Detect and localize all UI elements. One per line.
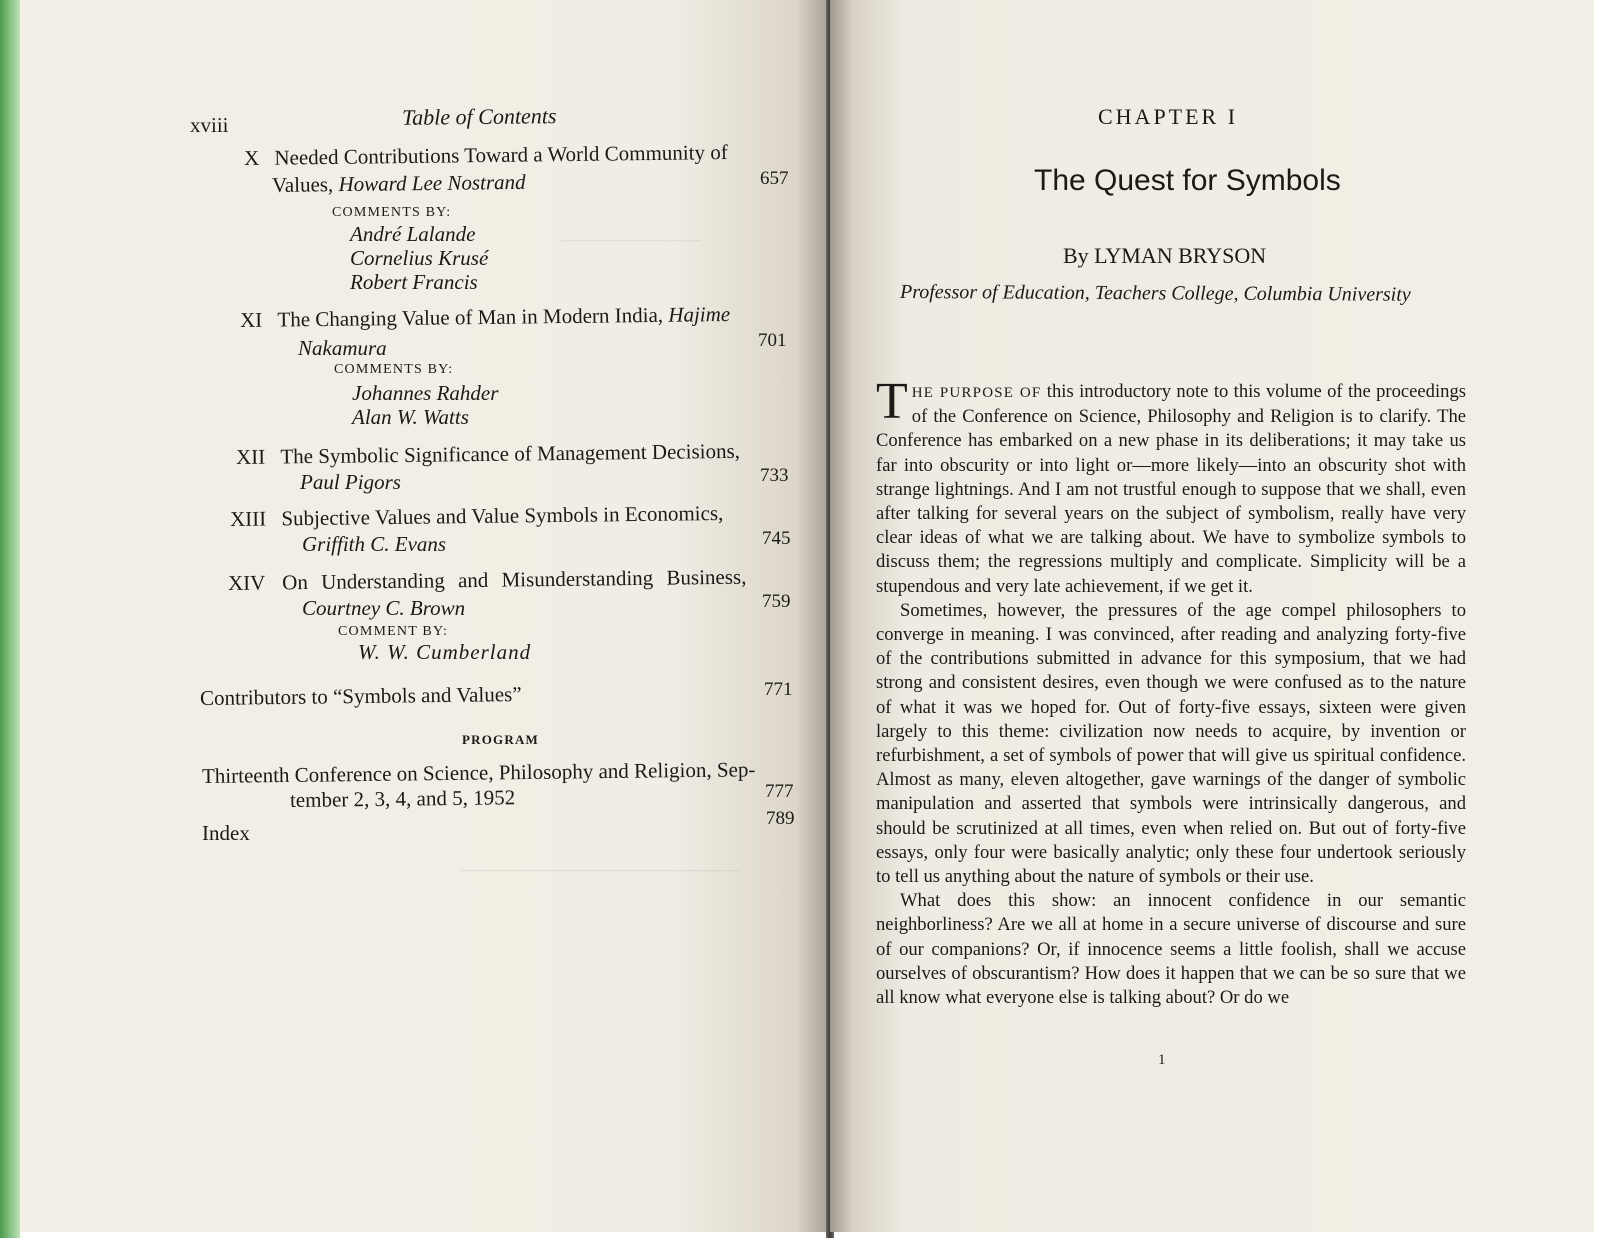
- toc-entry-x-line2: [272, 170, 526, 198]
- opening-small-caps: HE PURPOSE OF: [911, 385, 1042, 401]
- commenter: Cornelius Krusé: [350, 246, 489, 270]
- comments-label: COMMENTS BY:: [332, 205, 452, 220]
- toc-entry-page: 701: [758, 330, 787, 351]
- left-page-folio: xviii: [190, 113, 229, 137]
- toc-entry-title-cont: Values,: [271, 172, 339, 197]
- commenter: Johannes Rahder: [352, 381, 499, 405]
- toc-entry-page: 789: [766, 808, 795, 829]
- paragraph: What does this show: an innocent confidence in our semantic neighborliness? Are we all at home in a secure universe of discourse and sure of our companions? Or, if innocence seems a little foolish, shall we accuse ourselves of obscurantism? How does it happen that we can be so sure that we all know what everyone else is talking about? Or do we: [876, 890, 1466, 1009]
- toc-entry-author: Hajime: [668, 302, 731, 327]
- toc-entry-author: Courtney C. Brown: [302, 596, 466, 620]
- comments-label: COMMENTS BY:: [334, 362, 454, 377]
- toc-entry-page: 745: [762, 528, 791, 549]
- chapter-title: The Quest for Symbols: [1034, 164, 1341, 197]
- paragraph: Sometimes, however, the pressures of the age compel philosophers to converge in meaning. I was convinced, after reading and analyzing forty-five of the contributions submitted in advance for this symposium, that we had strong and consistent desires, even though we were confused as to the nature of what it was we hoped for. Out of forty-five essays, sixteen were given largely to this theme: civilization now needs to acquire, by invention or refurbishment, a set of symbols of power that will give us spiritual confidence. Almost as many, eleven altogether, gave warnings of the danger of symbolic manipulation and asserted that symbols were intrinsically dangerous, and should be scrutinized at all times, even when relied on. But out of forty-five essays, only four were basically analytic; only these four undertook seriously to tell us anything about the nature of symbols or their use.: [876, 599, 1466, 888]
- toc-entry-numeral: XIV: [227, 570, 266, 595]
- toc-entry-page: 771: [764, 679, 793, 700]
- toc-entry-title: On Understanding and Misunderstanding Business,: [282, 564, 747, 595]
- toc-contributors: Contributors to “Symbols and Values”: [199, 682, 522, 710]
- byline: By LYMAN BRYSON: [1063, 243, 1267, 268]
- toc-entry-numeral: XII: [235, 444, 266, 469]
- toc-entry-numeral: XI: [239, 307, 263, 332]
- toc-entry-page: 777: [765, 781, 794, 802]
- toc-entry-author: Howard Lee Nostrand: [338, 169, 526, 197]
- toc-entry-page: 759: [762, 591, 791, 612]
- commenter: Alan W. Watts: [352, 405, 469, 429]
- toc-entry-title: The Symbolic Significance of Management Decisions,: [280, 438, 741, 469]
- book-cover-edge: [0, 0, 20, 1238]
- commenter: André Lalande: [350, 222, 476, 246]
- commenter: W. W. Cumberland: [358, 640, 532, 664]
- toc-entry-title: The Changing Value of Man in Modern India,: [277, 302, 664, 332]
- toc-entry-author: Nakamura: [298, 336, 387, 360]
- comments-label: COMMENT BY:: [338, 624, 449, 639]
- drop-cap: T: [876, 373, 908, 430]
- author-affiliation: Professor of Education, Teachers College, Columbia University: [899, 281, 1411, 306]
- program-line1: Thirteenth Conference on Science, Philosophy and Religion, Sep-: [201, 757, 756, 788]
- bleed-through-text: ──────────────────────: [460, 860, 741, 880]
- toc-entry-page: 733: [760, 465, 789, 486]
- paragraph: [876, 373, 1466, 599]
- commenter: Robert Francis: [350, 270, 478, 294]
- toc-entry-numeral: X: [243, 145, 260, 170]
- right-page-folio: 1: [1158, 1052, 1166, 1068]
- program-line2: tember 2, 3, 4, and 5, 1952: [289, 785, 516, 812]
- toc-entry-author: Paul Pigors: [300, 470, 401, 494]
- chapter-label: CHAPTER I: [1098, 104, 1239, 129]
- toc-entry-title: Subjective Values and Value Symbols in Economics,: [281, 500, 724, 531]
- toc-entry-numeral: XIII: [229, 506, 267, 531]
- paragraph-text: this introductory note to this volume of the proceedings of the Conference on Science, Philosophy and Religion is to clarify. The Conference has embarked on a new phase in its deliberations; it may take us far into obscurity or into light or—more likely—into an obscurity shot with strange lightnings. And I am not trustful enough to suppose that we shall, even after talking for several years on the subject of symbolism, really have very clear ideas of what we are talking about. We have to symbolize symbols to discuss them; the regressions multiply and complicate. Simplicity will be a stupendous and very late achievement, if we get it.: [876, 381, 1466, 597]
- toc-index: Index: [202, 821, 250, 845]
- toc-entry-author: Griffith C. Evans: [302, 532, 447, 556]
- program-heading: PROGRAM: [462, 732, 539, 747]
- chapter-body: [876, 373, 1466, 1010]
- running-title: Table of Contents: [401, 103, 557, 130]
- toc-entry-title: Needed Contributions Toward a World Community of: [274, 140, 728, 170]
- bleed-through-text: ───────────: [560, 230, 701, 250]
- toc-entry-page: 657: [760, 168, 789, 189]
